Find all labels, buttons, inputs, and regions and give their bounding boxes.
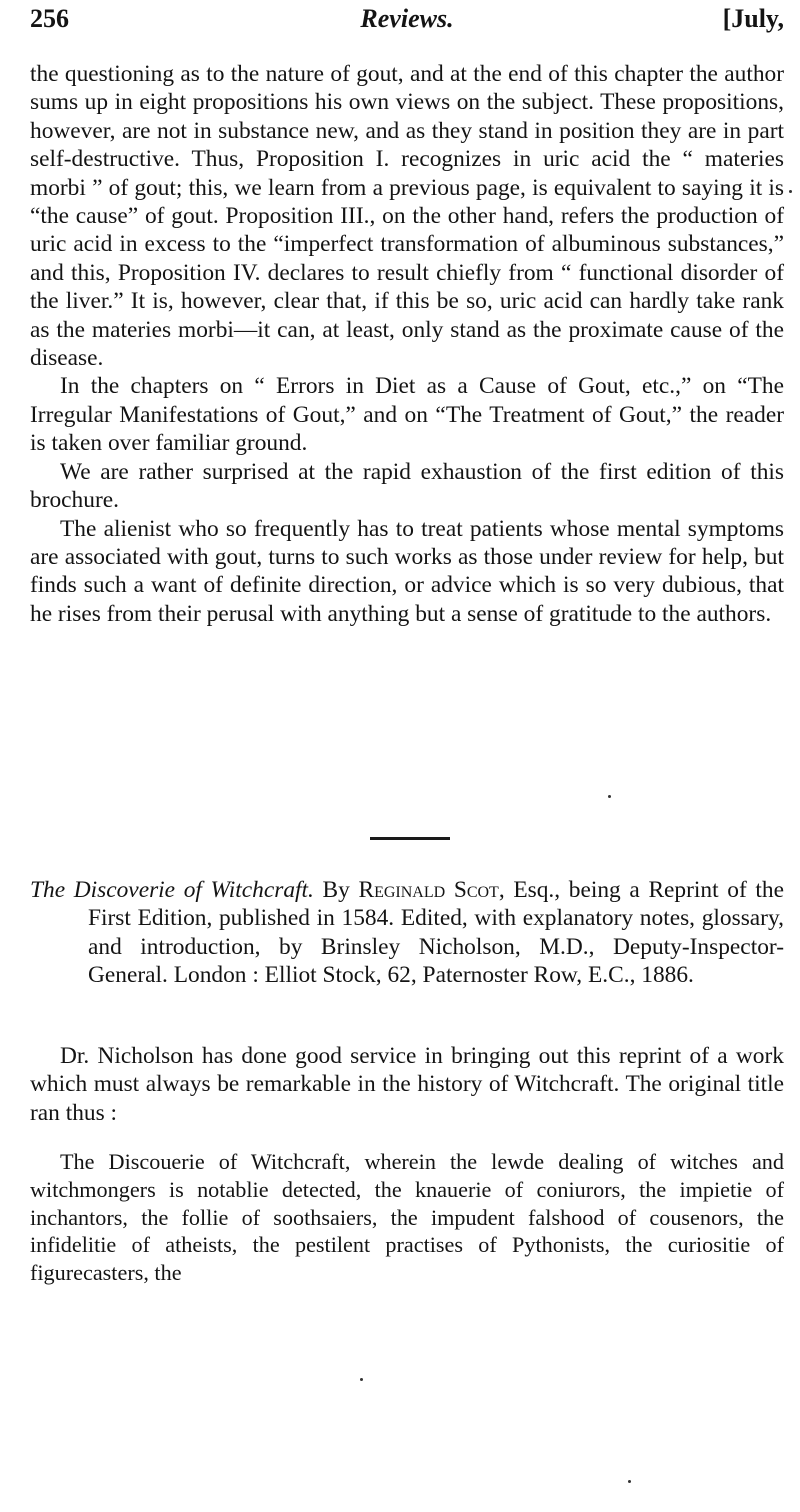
section-divider	[370, 837, 450, 840]
running-head	[30, 4, 784, 36]
running-month: [July,	[722, 4, 784, 33]
running-title: Reviews.	[360, 4, 454, 33]
paragraph-propositions: the questioning as to the nature of gout, and at the end of this chapter the author sums up in eight propositions his own views on the subject. These propositions, however, are not in substance new, and as they stand in position they are in part self-destructive. Thus, Proposition I. recognizes in uric acid the “ materies morbi ” of gout; this, we learn from a previous page, is equivalent to saying it is “the cause” of gout. Proposition III., on the other hand, refers the production of uric acid in excess to the “imperfect transformation of albuminous substances,” and this, Proposition IV. declares to result chiefly from “ functional disorder of the liver.” It is, however, clear that, if this be so, uric acid can hardly take rank as the materies morbi—it can, at least, only stand as the proximate cause of the disease.	[30, 61, 784, 372]
review-body-bottom	[30, 1042, 784, 1127]
original-title-quote	[30, 1148, 784, 1287]
print-speck	[360, 1378, 363, 1381]
citation-details: Esq., being a Reprint of the First Edition, published in 1584. Edited, with explanatory notes, glossary, and introduction, by Brinsley Nicholson, M.D., Deputy-Inspector-General. London : Elliot Stock, 62, Paternoster Row, E.C., 1886.	[88, 877, 784, 989]
page-number: 256	[30, 4, 69, 33]
paragraph-nicholson: Dr. Nicholson has done good service in bringing out this reprint of a work which must always be remarkable in the history of Witchcraft. The original title ran thus :	[30, 1043, 784, 1126]
print-speck	[608, 795, 611, 798]
paragraph-chapters: In the chapters on “ Errors in Diet as a Cause of Gout, etc.,” on “The Irregular Manifestations of Gout,” and on “The Treatment of Gout,” the reader is taken over familiar ground.	[30, 373, 784, 457]
paragraph-exhaustion: We are rather surprised at the rapid exhaustion of the first edition of this brochure.	[30, 458, 784, 514]
book-citation	[30, 876, 784, 990]
quote-text: The Discouerie of Witchcraft, wherein the lewde dealing of witches and witchmongers is notablie detected, the knauerie of coniurors, the impietie of inchantors, the follie of soothsaiers, the impudent falshood of cousenors, the infidelitie of atheists, the pestilent practises of Pythonists, the curiositie of figurecasters, the	[30, 1149, 784, 1286]
book-author: Reginald Scot,	[358, 877, 505, 903]
citation-by: By	[322, 877, 350, 903]
print-speck	[789, 190, 792, 193]
paragraph-alienist: The alienist who so frequently has to treat patients whose mental symptoms are associated with gout, turns to such works as those under review for help, but finds such a want of definite direction, or advice which is so very dubious, that he rises from their perusal with anything but a sense of gratitude to the authors.	[30, 515, 784, 627]
review-body-top	[30, 60, 784, 628]
print-speck	[628, 1480, 631, 1483]
book-title: The Discoverie of Witchcraft.	[30, 877, 314, 903]
citation-entry	[30, 876, 784, 990]
